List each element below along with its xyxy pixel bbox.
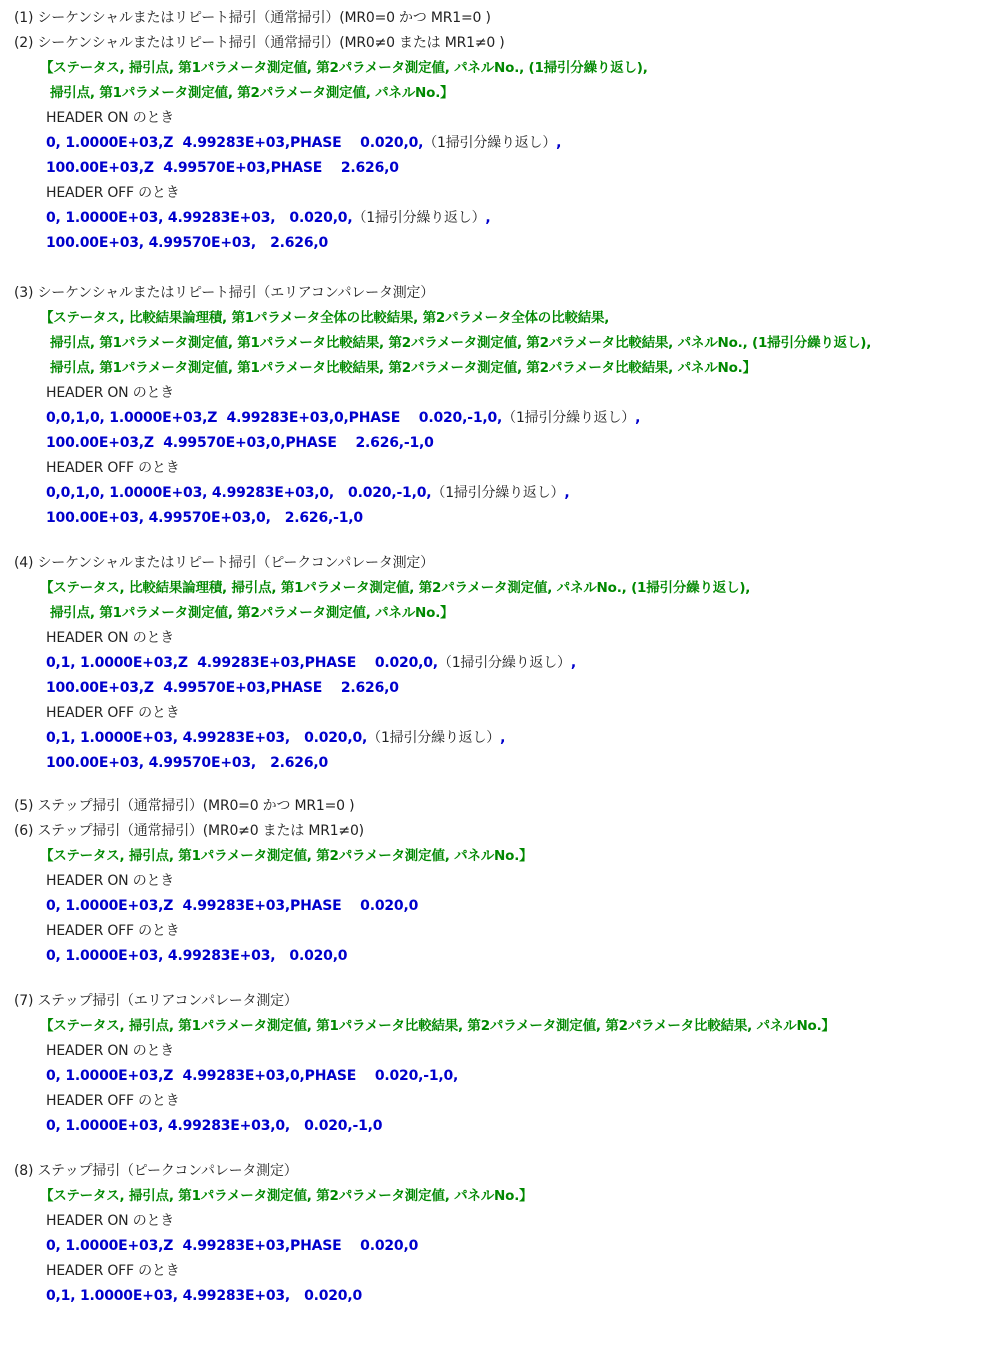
data-values: 0, 1.0000E+03, 4.99283E+03, 0.020,0 xyxy=(46,948,348,964)
header-off-output xyxy=(46,751,328,776)
format-description: 掃引点, 第1パラメータ測定値, 第1パラメータ比較結果, 第2パラメータ測定値, 第2パラメータ比較結果, パネルNo.】 xyxy=(50,360,756,376)
data-values: 0,0,1,0, 1.0000E+03, 4.99283E+03,0, 0.020,-1,0, xyxy=(46,485,432,501)
header-off-output xyxy=(46,481,569,506)
data-values: 0, 1.0000E+03, 4.99283E+03,0, 0.020,-1,0 xyxy=(46,1118,383,1134)
format-description: 【ステータス, 掃引点, 第1パラメータ測定値, 第1パラメータ比較結果, 第2パラメータ測定値, 第2パラメータ比較結果, パネルNo.】 xyxy=(40,1018,835,1034)
header-off-label: HEADER OFF のとき xyxy=(46,1263,180,1279)
header-off-label: HEADER OFF のとき xyxy=(46,460,180,476)
section-heading: (6) ステップ掃引（通常掃引）(MR0≠0 または MR1≠0) xyxy=(14,823,364,839)
data-values: 0, 1.0000E+03, 4.99283E+03, 0.020,0, xyxy=(46,210,353,226)
trailing-comma: , xyxy=(635,410,641,426)
section-heading: (8) ステップ掃引（ピークコンパレータ測定） xyxy=(14,1163,298,1179)
header-on-label: HEADER ON のとき xyxy=(46,873,175,889)
header-on-output xyxy=(46,1234,418,1259)
repeat-note: （1掃引分繰り返し） xyxy=(437,655,571,671)
data-values: 0,1, 1.0000E+03, 4.99283E+03, 0.020,0, xyxy=(46,730,368,746)
header-on-output xyxy=(46,156,399,181)
trailing-comma: , xyxy=(500,730,506,746)
data-values: 100.00E+03,Z 4.99570E+03,0,PHASE 2.626,-1,0 xyxy=(46,435,434,451)
repeat-note: （1掃引分繰り返し） xyxy=(423,135,557,151)
header-on-output xyxy=(46,894,418,919)
format-description: 【ステータス, 掃引点, 第1パラメータ測定値, 第2パラメータ測定値, パネルNo.】 xyxy=(40,1188,533,1204)
data-values: 0,1, 1.0000E+03, 4.99283E+03, 0.020,0 xyxy=(46,1288,363,1304)
data-values: 0, 1.0000E+03,Z 4.99283E+03,PHASE 0.020,0, xyxy=(46,135,424,151)
header-on-label: HEADER ON のとき xyxy=(46,110,175,126)
data-values: 100.00E+03, 4.99570E+03, 2.626,0 xyxy=(46,235,329,251)
header-on-output xyxy=(46,431,434,456)
section-heading: (3) シーケンシャルまたはリピート掃引（エリアコンパレータ測定） xyxy=(14,285,435,301)
format-description: 【ステータス, 比較結果論理積, 第1パラメータ全体の比較結果, 第2パラメータ全体の比較結果, xyxy=(40,310,610,326)
section-heading: (4) シーケンシャルまたはリピート掃引（ピークコンパレータ測定） xyxy=(14,555,434,571)
header-on-output xyxy=(46,1064,458,1089)
repeat-note: （1掃引分繰り返し） xyxy=(431,485,565,501)
format-description: 【ステータス, 比較結果論理積, 掃引点, 第1パラメータ測定値, 第2パラメータ測定値, パネルNo., (1掃引分繰り返し), xyxy=(40,580,751,596)
data-values: 100.00E+03, 4.99570E+03,0, 2.626,-1,0 xyxy=(46,510,363,526)
header-off-label: HEADER OFF のとき xyxy=(46,1093,180,1109)
header-off-label: HEADER OFF のとき xyxy=(46,185,180,201)
header-off-output xyxy=(46,1114,382,1139)
repeat-note: （1掃引分繰り返し） xyxy=(502,410,636,426)
format-description: 【ステータス, 掃引点, 第1パラメータ測定値, 第2パラメータ測定値, パネルNo., (1掃引分繰り返し), xyxy=(40,60,648,76)
section-heading: (1) シーケンシャルまたはリピート掃引（通常掃引）(MR0=0 かつ MR1=0 ) xyxy=(14,10,491,26)
trailing-comma: , xyxy=(556,135,562,151)
header-on-output xyxy=(46,131,561,156)
section-heading: (5) ステップ掃引（通常掃引）(MR0=0 かつ MR1=0 ) xyxy=(14,798,355,814)
format-description: 掃引点, 第1パラメータ測定値, 第2パラメータ測定値, パネルNo.】 xyxy=(50,85,454,101)
data-values: 0, 1.0000E+03,Z 4.99283E+03,0,PHASE 0.020,-1,0, xyxy=(46,1068,459,1084)
format-description: 掃引点, 第1パラメータ測定値, 第2パラメータ測定値, パネルNo.】 xyxy=(50,605,454,621)
header-off-label: HEADER OFF のとき xyxy=(46,923,180,939)
data-values: 0,1, 1.0000E+03,Z 4.99283E+03,PHASE 0.020,0, xyxy=(46,655,438,671)
trailing-comma: , xyxy=(485,210,491,226)
header-off-label: HEADER OFF のとき xyxy=(46,705,180,721)
data-values: 0, 1.0000E+03,Z 4.99283E+03,PHASE 0.020,0 xyxy=(46,1238,419,1254)
format-description: 【ステータス, 掃引点, 第1パラメータ測定値, 第2パラメータ測定値, パネルNo.】 xyxy=(40,848,533,864)
repeat-note: （1掃引分繰り返し） xyxy=(367,730,501,746)
header-on-output xyxy=(46,651,576,676)
trailing-comma: , xyxy=(570,655,576,671)
header-on-label: HEADER ON のとき xyxy=(46,1213,175,1229)
data-values: 100.00E+03,Z 4.99570E+03,PHASE 2.626,0 xyxy=(46,160,399,176)
section-heading: (2) シーケンシャルまたはリピート掃引（通常掃引）(MR0≠0 または MR1≠0 ) xyxy=(14,35,505,51)
header-off-output xyxy=(46,1284,362,1309)
header-on-output xyxy=(46,676,399,701)
header-off-output xyxy=(46,206,491,231)
trailing-comma: , xyxy=(564,485,570,501)
header-on-label: HEADER ON のとき xyxy=(46,385,175,401)
repeat-note: （1掃引分繰り返し） xyxy=(352,210,486,226)
data-values: 0,0,1,0, 1.0000E+03,Z 4.99283E+03,0,PHASE 0.020,-1,0, xyxy=(46,410,503,426)
header-on-label: HEADER ON のとき xyxy=(46,630,175,646)
header-off-output xyxy=(46,506,363,531)
header-off-output xyxy=(46,231,328,256)
section-heading: (7) ステップ掃引（エリアコンパレータ測定） xyxy=(14,993,298,1009)
data-values: 100.00E+03,Z 4.99570E+03,PHASE 2.626,0 xyxy=(46,680,399,696)
header-on-label: HEADER ON のとき xyxy=(46,1043,175,1059)
header-on-output xyxy=(46,406,640,431)
format-description: 掃引点, 第1パラメータ測定値, 第1パラメータ比較結果, 第2パラメータ測定値, 第2パラメータ比較結果, パネルNo., (1掃引分繰り返し), xyxy=(50,335,872,351)
data-values: 0, 1.0000E+03,Z 4.99283E+03,PHASE 0.020,0 xyxy=(46,898,419,914)
data-values: 100.00E+03, 4.99570E+03, 2.626,0 xyxy=(46,755,329,771)
header-off-output xyxy=(46,944,347,969)
header-off-output xyxy=(46,726,505,751)
